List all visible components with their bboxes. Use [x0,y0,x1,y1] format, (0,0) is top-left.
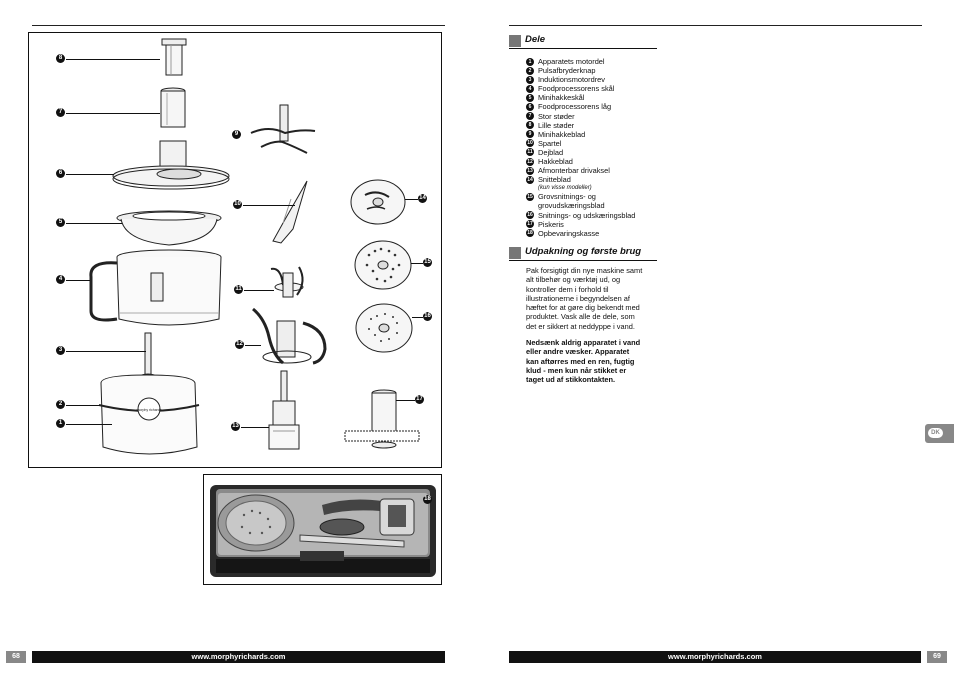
parts-list-item [526,157,686,166]
callout-17: 17 [416,396,423,402]
language-tab [925,424,954,443]
part-label: Afmonterbar drivaksel [538,166,610,176]
heading-unpacking-title: Udpakning og første brug [525,246,642,257]
part-label: Hakkeblad [538,157,573,167]
part-number-badge: 4 [526,85,534,93]
parts-list-item [526,166,686,175]
lid-drawing [113,141,229,189]
warning-line: klud - men kun når stikket er [526,365,627,375]
section-heading-unpacking [509,246,657,261]
part-number-badge: 10 [527,140,533,147]
part-label: Stor støder [538,111,575,121]
drive-shaft-drawing [269,371,299,449]
warning-line: Nedsænk aldrig apparatet i vand [526,338,641,347]
coarse-disc-drawing [355,241,411,289]
parts-list [526,57,686,238]
callout-4: 4 [56,275,65,284]
right-footer-url: www.morphyrichards.com [509,651,921,663]
parts-list-item [526,93,686,102]
leader-3 [66,351,146,352]
paragraph-line: Pak forsigtigt din nye maskine samt [526,266,643,275]
storage-box-illustration [203,474,442,585]
small-pusher-drawing [162,39,186,75]
leader-4 [66,280,90,281]
parts-list-item [526,175,686,184]
part-number-badge: 14 [527,176,533,183]
main-bowl-drawing [91,250,221,325]
paragraph-line: det er sikkert at neddyppe i vand. [526,321,635,331]
mini-chopper-blade-drawing [251,105,315,153]
leader-8 [66,59,160,60]
parts-list-item [526,220,686,229]
heading-square-icon [509,247,521,259]
callout-5: 5 [56,218,65,227]
leader-13 [241,427,269,428]
part-label: Apparatets motordel [538,57,605,66]
parts-list-item [526,57,686,66]
left-top-rule [32,25,445,26]
part-number-badge: 16 [527,212,533,218]
leader-5 [66,223,122,224]
leader-6 [66,174,114,175]
parts-list-item [526,121,686,130]
brand-badge: morphy richards [136,408,162,412]
part-number-badge: 3 [526,76,534,84]
leader-14 [405,199,418,200]
part-label: Grovsnitnings- og [538,192,596,202]
warning-paragraph [526,338,660,384]
heading-square-icon [509,35,521,47]
warning-line: kan aftørres med en ren, fugtig [526,356,635,366]
part-number-badge: 11 [527,149,533,156]
paragraph-line: produktet. Vask alle de dele, som [526,312,635,322]
part-number-badge: 12 [527,158,533,165]
parts-list-item [526,139,686,148]
callout-12: 12 [236,341,243,347]
paragraph-line: hæftet for at gøre dig bekendt med [526,303,640,313]
leader-17 [396,400,415,401]
callout-9: 9 [232,130,241,139]
large-pusher-drawing [161,88,185,127]
part-label: Lille støder [538,120,575,130]
part-number-badge: 7 [526,112,534,120]
leader-16 [412,317,423,318]
callout-14: 14 [419,195,426,201]
fine-disc-drawing [356,304,412,352]
warning-line: taget ud af stikkontakten. [526,375,616,385]
part-number-badge: 9 [526,130,534,138]
parts-list-item [526,192,686,201]
part-label: Foodprocessorens skål [538,84,615,94]
part-number-badge: 2 [526,67,534,75]
callout-6: 6 [56,169,65,178]
part-label: Minihakkeblad [538,129,586,139]
callout-7: 7 [56,108,65,117]
callout-10: 10 [234,201,241,207]
callout-2: 2 [56,400,65,409]
callout-8: 8 [56,54,65,63]
part-number-badge: 8 [526,121,534,129]
parts-list-item [526,130,686,139]
right-page-number: 69 [927,651,947,663]
paragraph-line: kontroller dem i forhold til [526,284,609,294]
callout-13: 13 [232,423,239,429]
parts-list-item-continued: grovudskæringsblad [538,201,605,211]
part-label: Minihakkeskål [538,93,585,103]
leader-7 [66,113,160,114]
left-footer-url: www.morphyrichards.com [32,651,445,663]
callout-15: 15 [424,259,431,265]
warning-line: eller andre væsker. Apparatet [526,347,630,357]
language-tab-label: DK [928,428,943,438]
part-label: Spartel [538,138,562,148]
callout-1: 1 [56,419,65,428]
parts-list-item [526,229,686,238]
part-number-badge: 17 [527,221,533,228]
heading-parts-title: Dele [525,34,546,45]
slicing-disc-drawing [351,180,405,224]
parts-list-item [526,112,686,121]
parts-list-item [526,102,686,111]
leader-2 [66,405,100,406]
part-number-badge: 6 [526,103,534,111]
parts-list-item [526,75,686,84]
right-top-rule [509,25,922,26]
spindle-drawing [140,333,156,380]
part-label: Foodprocessorens låg [538,102,612,112]
dough-blade-drawing [271,267,303,297]
part-number-badge: 15 [527,193,533,200]
part-label: Snitteblad [538,175,571,185]
parts-list-item [526,211,686,220]
parts-list-item [526,148,686,157]
callout-11: 11 [235,286,242,292]
part-number-badge: 13 [527,167,533,174]
part-label: Snitnings- og udskæringsblad [538,210,636,220]
callout-16: 16 [424,313,431,319]
left-page-number: 68 [6,651,26,663]
chopping-blade-drawing [253,309,325,363]
parts-illustration [28,32,442,468]
leader-10 [243,205,295,206]
leader-11 [244,290,274,291]
paragraph-line: alt tilbehør og værktøj ud, og [526,275,621,285]
parts-list-item [526,66,686,75]
callout-18: 18 [424,496,431,502]
parts-list-item [526,84,686,93]
parts-list-note: (kun visse modeller) [538,185,592,192]
part-number-badge: 1 [526,58,534,66]
part-number-badge: 5 [526,94,534,102]
part-label: Opbevaringskasse [538,228,600,238]
leader-1 [66,424,112,425]
part-number-badge: 18 [527,230,533,237]
leader-12 [245,345,261,346]
unpacking-paragraph [526,266,660,331]
motor-base-drawing [99,375,199,454]
part-label: Piskeris [538,219,564,229]
parts-drawing [29,33,441,467]
paragraph-line: illustrationerne i begyndelsen af [526,293,630,303]
whisk-drawing [345,390,419,448]
spatula-drawing [273,181,307,243]
part-label: Dejblad [538,147,564,157]
callout-3: 3 [56,346,65,355]
storage-box-drawing [204,475,441,584]
part-label: Pulsafbryderknap [538,66,596,76]
mini-bowl-drawing [117,211,221,245]
leader-15 [411,263,423,264]
section-heading-parts [509,34,657,49]
part-label: Induktionsmotordrev [538,75,605,85]
